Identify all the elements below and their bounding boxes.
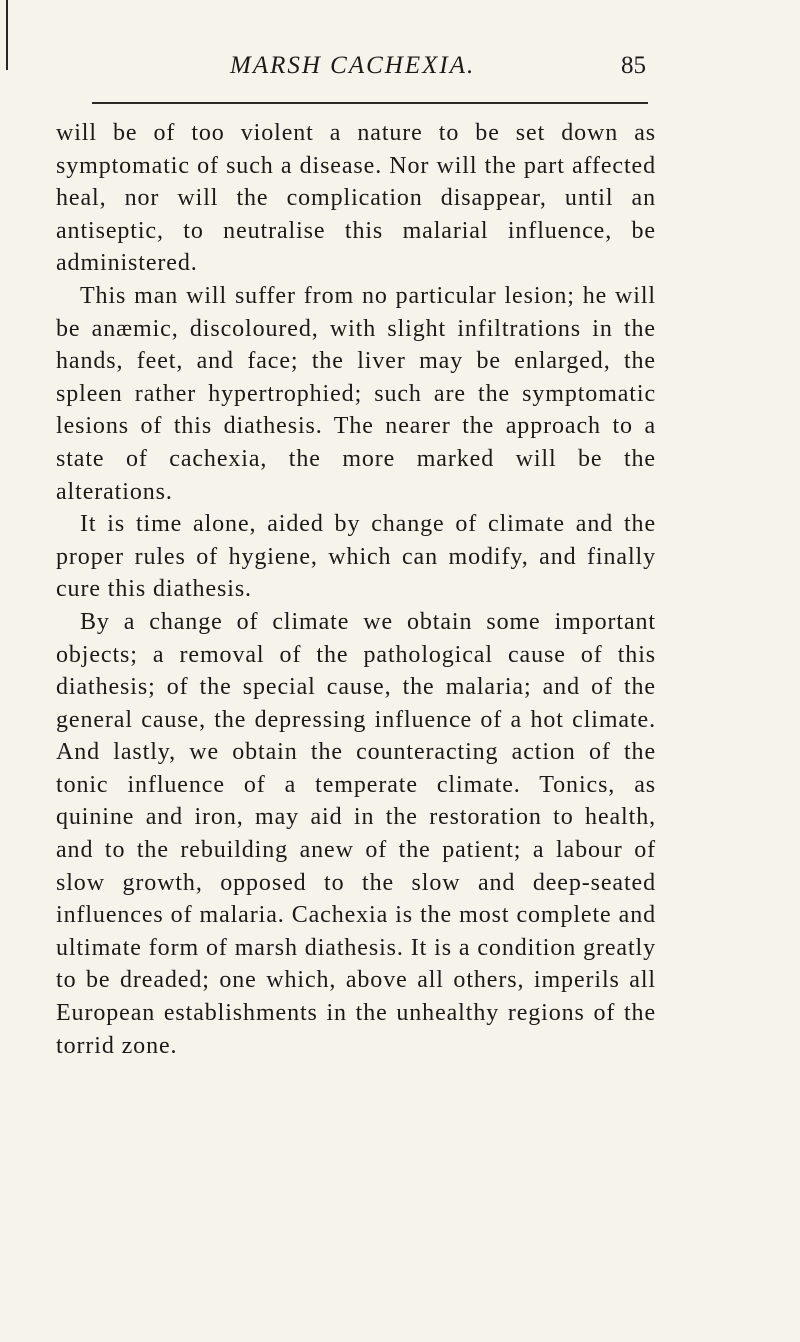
header-rule [92, 102, 648, 104]
scan-edge-line [6, 0, 8, 70]
paragraph: will be of too violent a nature to be set down as symptomatic of such a disease. Nor will the part affected heal, nor will the complication disappear, until an antiseptic, to neutralise this malarial influence, be administered. [56, 120, 656, 277]
paragraph: By a change of climate we obtain some important objects; a removal of the pathological cause of this diathesis; of the special cause, the malaria; and of the general cause, the depressing influence of a hot climate. And lastly, we obtain the counteracting action of the tonic influence of a temperate climate. Tonics, as quinine and iron, may aid in the restoration to health, and to the rebuilding anew of the patient; a labour of slow growth, opposed to the slow and deep-seated influences of malaria. Cachexia is the most complete and ultimate form of marsh diathesis. It is a condition greatly to be dreaded; one which, above all others, imperils all European establishments in the unhealthy regions of the torrid zone. [56, 608, 656, 1059]
page-number: 85 [621, 52, 646, 79]
running-title: MARSH CACHEXIA. [230, 52, 476, 79]
page-header [80, 52, 660, 92]
paragraph: It is time alone, aided by change of climate and the proper rules of hygiene, which can modify, and finally cure this diathesis. [56, 511, 656, 603]
paragraph: This man will suffer from no particular lesion; he will be anæmic, discoloured, with slight infiltrations in the hands, feet, and face; the liver may be enlarged, the spleen rather hypertrophied; such are the symptomatic lesions of this diathesis. The nearer the approach to a state of cachexia, the more marked will be the alterations. [56, 282, 656, 505]
body-text [56, 117, 656, 1062]
